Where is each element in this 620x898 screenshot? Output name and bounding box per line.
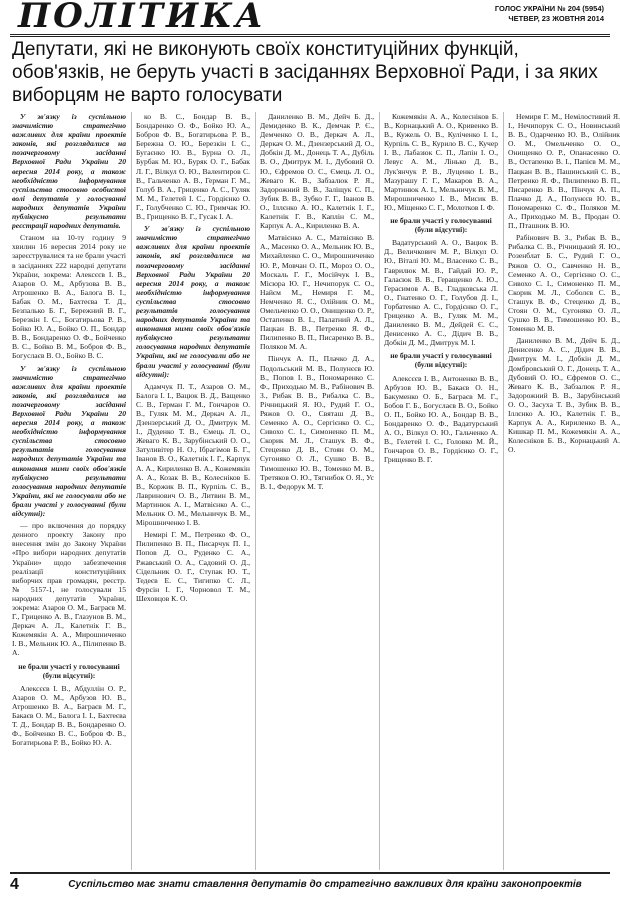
column-paragraph: не брали участі у голосуванні (були відсутні): xyxy=(390,216,492,235)
column-paragraph: Кожемякін А. А., Колесніков Б. В., Корнацький А. О., Кривенко В. В., Кужель О. В., Куліченко І. І., Курпіль С. В., Курило В. С., Кучер І. В., Лабазюк С. П., Лапін І. О., Левус А. М., Лінько Д. В., Лук'янчук Р. В., Луценко І. В., Мазурашу Г. Г., Макаров В. А., Мартинюк А. І., Мельничук В. М., Мирошниченко І. В., Мисик В. Ю., Міщенко С. Г., Молотков І. Ф. xyxy=(384,112,498,212)
article-headline: Депутати, які не виконують своїх конституційних функцій, обов'язків, не беруть участі в засіданнях Верховної Ради, і за яких виборцям не варто голосувати xyxy=(12,39,598,106)
column-paragraph: — про включення до порядку денного проекту Закону про внесення змін до Закону України «Про вибори народних депутатів України» щодо забезпечення реалізації конституційних виборчих прав громадян, реєстр. № 5157-1, не голосували 15 народних депутатів України, зокрема: Азаров О. М., Баграєв М. Г., Гриценко А. В., Глазунов В. М., Деркач А. Л., Калетнік Г. В., Кожемякін А. А., Мирошниченко І. В., Мельник Ю. А., Пілипенко В. А. xyxy=(12,521,126,658)
column-divider xyxy=(131,112,132,870)
column-paragraph: Даниленко В. М., Дейч Б. Д., Денисенко А. С., Дідич В. В., Дмитрук М. І., Добкін Д. М., Домбровський О. Г., Донець Т. А., Дубовий О. Ю., Єфремов О. С., Жеваго К. В., Забзалюк Р. Я., Задорожний В. В., Зарубінський О. О., Засуха Т. В., Зубик В. В., Іллєнко А. Ю., Калетнік Г. В., Карпук А. А., Кириленко В. А., Кишкар П. М., Кожемякін А. А., Колесніков Б. В., Корнацький А. О. xyxy=(508,336,620,455)
column-divider xyxy=(503,112,504,870)
section-title: ПОЛІТИКА xyxy=(18,0,266,36)
page-number: 4 xyxy=(10,876,19,893)
column-paragraph: Станом на 10-ту годину 9 хвилин 16 вересня 2014 року не зареєструвалися та не брали участі в засіданнях 222 народні депутати України, зокрема: Алексєєв І. В., Азаров О. М., Арбузова В. В., Атрошенко В. А., Балога В. І., Бабак О. М., Бахтеєва Т. Д., Безпалько Б. Г., Бережний В. Г., Березкін І. С., Богатирьова Р. В., Бойко Ю. А., Бойко О. П., Бондар В. В., Бондаренко О. Ф., Бойченко В. С., Бойко В. М., Бобров Ф. В., Богуслаєв В. О., Бойко В. С. xyxy=(12,233,126,361)
column-paragraph: Матвієнко А. С., Матвієнко В. А., Масенко О. А., Мельник Ю. В., Михайленко С. О., Мирошниченко Ю. Р., Мовчан О. П., Мороз О. О., Москаль Г. Г., Мосійчук І. В., Місюра Ю. Г., Нечипорук С. О., Найєм М., Немиря Г. М., Немченко Я. С., Олійник О. М., Омельченко О. О., Онищенко О. Р., Остапенко В. І., Палатний А. Л., Пацкан В. В., Петренко Я. Ф., Пилипенко В. П., Писаренко В. В., Поляков М. А. xyxy=(260,233,374,352)
column-paragraph: У зв'язку із суспільною значимістю стратегічно важливих для країни проектів законів, які розглядалися на позачерговому засіданні Верховної Ради України 20 вересня 2014 року, а також необхідністю інформування суспільства стосовно особистої волі депутатів у голосуванні народних депутатів України публікуємо результати реєстрації народних депутатів. xyxy=(12,112,126,231)
column-paragraph: не брали участі у голосуванні (були відсутні): xyxy=(18,661,120,680)
column-divider xyxy=(379,112,380,870)
issue-info xyxy=(495,4,604,24)
text-column-5 xyxy=(508,112,620,870)
column-paragraph: Немирі Г. М., Петренко Ф. О., Пилипенко В. П., Писарчук П. І., Попов Д. О., Руденко С. А., Ржавський О. А., Садовий О. Д., Сідельник О. Г., Ступак Ю. Т., Тедеєв Е. С., Тигипко С. Л., Фурсін І. Г., Чорновол Т. М., Шеховцов К. О. xyxy=(136,530,250,603)
text-column-1 xyxy=(12,112,126,870)
column-paragraph: Рабінович В. З., Рибак В. В., Рибалка С. В., Річницький Я. Ю., Розенблат Б. С., Рудий Г. О., Ряжов О. О., Савченко Н. В., Семенко А. О., Сергієнко О. С., Сивохо С. І., Симоненко П. М., Скорик М. Л., Соболєв С. В., Сташук В. Ф., Стеценко Д. В., Стоян О. М., Сугоняко О. Л., Сушко В. В., Тимошенко Ю. В., Томенко М. В. xyxy=(508,233,620,334)
text-column-4 xyxy=(384,112,498,870)
column-paragraph: Даниленко В. М., Дейч Б. Д., Демиденко В. К., Демчак Р. Є., Демченко О. В., Деркач А. Л., Деркач О. М., Дзензерський Д. О., Добкін Д. М., Донець Т. А., Дубіль В. О., Дмитрук М. І., Дубовий О. Ю., Єфремов О. С., Ємець Л. О., Жеваго К. В., Забзалюк Р. Я., Задорожний В. В., Заліщук С. П., Зубик В. В., Зубко Г. Г., Іванов В. О., Іллєнко А. Ю., Калетнік І. Г., Калетнік Г. В., Каплін С. М., Карпук А. А., Кириленко В. А. xyxy=(260,112,374,231)
column-paragraph: ко В. С., Бондар В. В., Бондаренко О. Ф., Бойко Ю. А., Бобров Ф. В., Богатирьова Р. В., Бережна О. Ю., Березкін І. С., Бугаєнко Ю. В., Бурна О. Л., Бурбак М. Ю., Буряк О. Г., Бабак Л. Г., Вілкул О. Ю., Валентиров С. В., Гальченко А. В., Герман Г. М., Голуб В. А., Гриценко А. С., Гуляк М. М., Гелетей І. С., Гордієнко О. Г., Голубченко С. Ю., Гримчак Ю. В., Грищенко В. Г., Гусак І. А. xyxy=(136,112,250,222)
column-paragraph: Пінчук А. П., Плачко Д. А., Подольський М. В., Полунєєв Ю. В., Попов І. В., Пономаренко С. Ф., Приходько М. В., Рабінович В. З., Рибак В. В., Рибалка С. В., Річницький Я. Ю., Рудий Г. О., Ряжов О. О., Святаш Д. В., Семенко А. О., Сергієнко О. С., Сивохо С. І., Симоненко П. М., Скорик М. Л., Сташук В. Ф., Стеценко Д. В., Стоян О. М., Сугоняко О. Л., Сушко В. В., Тимошенко Ю. В., Томенко М. В., Третяков О. Ю., Тягнибок О. Я., Ус В. І., Федорук М. Т. xyxy=(260,354,374,491)
column-paragraph: У зв'язку із суспільною значимістю стратегічно важливих для країни проектів законів, які розглядалися на позачерговому засіданні Верховної Ради України 20 вересня 2014 року, а також необхідністю інформування суспільства стосовно результатів голосування народних депутатів України та виконання ними своїх обов'язків публікуємо результати голосування народних депутатів України, які не голосували або не брали участі у голосуванні (були відсутні): xyxy=(136,224,250,379)
page-header xyxy=(10,0,610,37)
column-paragraph: Адамчук П. Т., Азаров О. М., Балога І. І., Вацюк В. Д., Ващенко С. В., Герман Г. М., Гончаров О. В., Гуляк М. М., Деркач А. Л., Дзензерський Д. О., Дмитрук М. І., Дуденко Т. В., Ємець Л. О., Жеваго К. В., Зарубінський О. О., Затуливітер Н. О., Ібрагімов Б. Г., Іванов В. О., Калетнік І. Г., Карпук А. А., Кириленко В. А., Кожемякін А. А., Козак В. В., Колесніков Б. В., Коржик В. П., Курпіль С. В., Лавринович О. В., Литвин В. М., Мартинюк А. І., Матвієнко А. С., Мельник О. М., Мельничук В. М., Мірошниченко І. В. xyxy=(136,381,250,528)
column-paragraph: У зв'язку із суспільною значимістю стратегічно важливих для країни проектів законів, які розглядалися на позачерговому засіданні Верховної Ради України 20 вересня 2014 року, а також необхідністю інформування суспільства стосовно результатів голосування народних депутатів України та виконання ними своїх обов'язків публікуємо результати голосування народних депутатів України, які не голосували або не брали участі у голосуванні (були відсутні): xyxy=(12,363,126,519)
column-paragraph: Алексєєв І. В., Абдуллін О. Р., Азаров О. М., Арбузов Ю. В., Атрошенко В. А., Баграєв М. Г., Бакаєв О. М., Балога І. І., Бахтеєва Т. Д., Бондар В. В., Бондаренко О. Ф., Бойченко В. С., Бобров Ф. В., Богатирьова Р. В., Бойко Ю. А. xyxy=(12,683,126,748)
issue-number: ГОЛОС УКРАЇНИ № 204 (5954) xyxy=(494,4,604,13)
issue-date: ЧЕТВЕР, 23 ЖОВТНЯ 2014 xyxy=(508,14,604,23)
column-paragraph: не брали участі у голосуванні (були відсутні): xyxy=(390,351,492,370)
footer-slogan: Суспільство має знати ставлення депутатів до стратегічно важливих для країни законопроектів xyxy=(68,879,582,890)
column-divider xyxy=(255,112,256,870)
text-column-2 xyxy=(136,112,250,870)
text-column-3 xyxy=(260,112,374,870)
page-footer xyxy=(10,872,610,898)
column-paragraph: Вадатурський А. О., Вацюк В. Д., Величкович М. Р., Вілкул О. Ю., Віталі Ю. М., Власенко С. В., Гаврилюк М. В., Гайдай Ю. Р., Галасюк В. В., Геращенко А. Ю., Герасимов А. В., Гладковська Л. О., Гнатенко О. Г., Голубов Д. І., Горбатенко А. С., Гордієнко О. Г., Гриценко А. В., Гуляк М. М., Даниленко В. М., Дейдей Є. С., Денисенко А. С., Дідич В. В., Добкін Д. М., Дмитрук М. І. xyxy=(384,238,498,348)
column-paragraph: Немиря Г. М., Немілостивий Я. І., Нечипорук С. О., Новинський В. В., Одарченко Ю. В., Олійник О. М., Омельченко О. О., Онищенко О. Р., Опанасенко О. В., Остапенко В. І., Папієв М. М., Пацкан В. В., Пашинський С. В., Петренко Я. Ф., Пилипенко В. П., Писаренко В. В., Пінчук А. П., Плачко Д. А., Полунєєв Ю. В., Пономаренко С. Ф., Поляков М. А., Приходько М. В., Продан О. П., Пташник В. Ю. xyxy=(508,112,620,231)
column-paragraph: Алексєєв І. В., Антоненко В. В., Арбузов Ю. В., Бакаєв О. Н., Бакуменко О. Б., Баграєв М. Г., Бобов Г. Б., Богуслаєв В. О., Бойко О. П., Бойко Ю. А., Бондар В. В., Бондаренко О. Ф., Вадатурський А. О., Вілкул О. Ю., Гальченко А. В., Гелетей І. С., Головко М. Й., Гончаров О. В., Гордієнко О. Г., Грищенко В. Г. xyxy=(384,373,498,465)
